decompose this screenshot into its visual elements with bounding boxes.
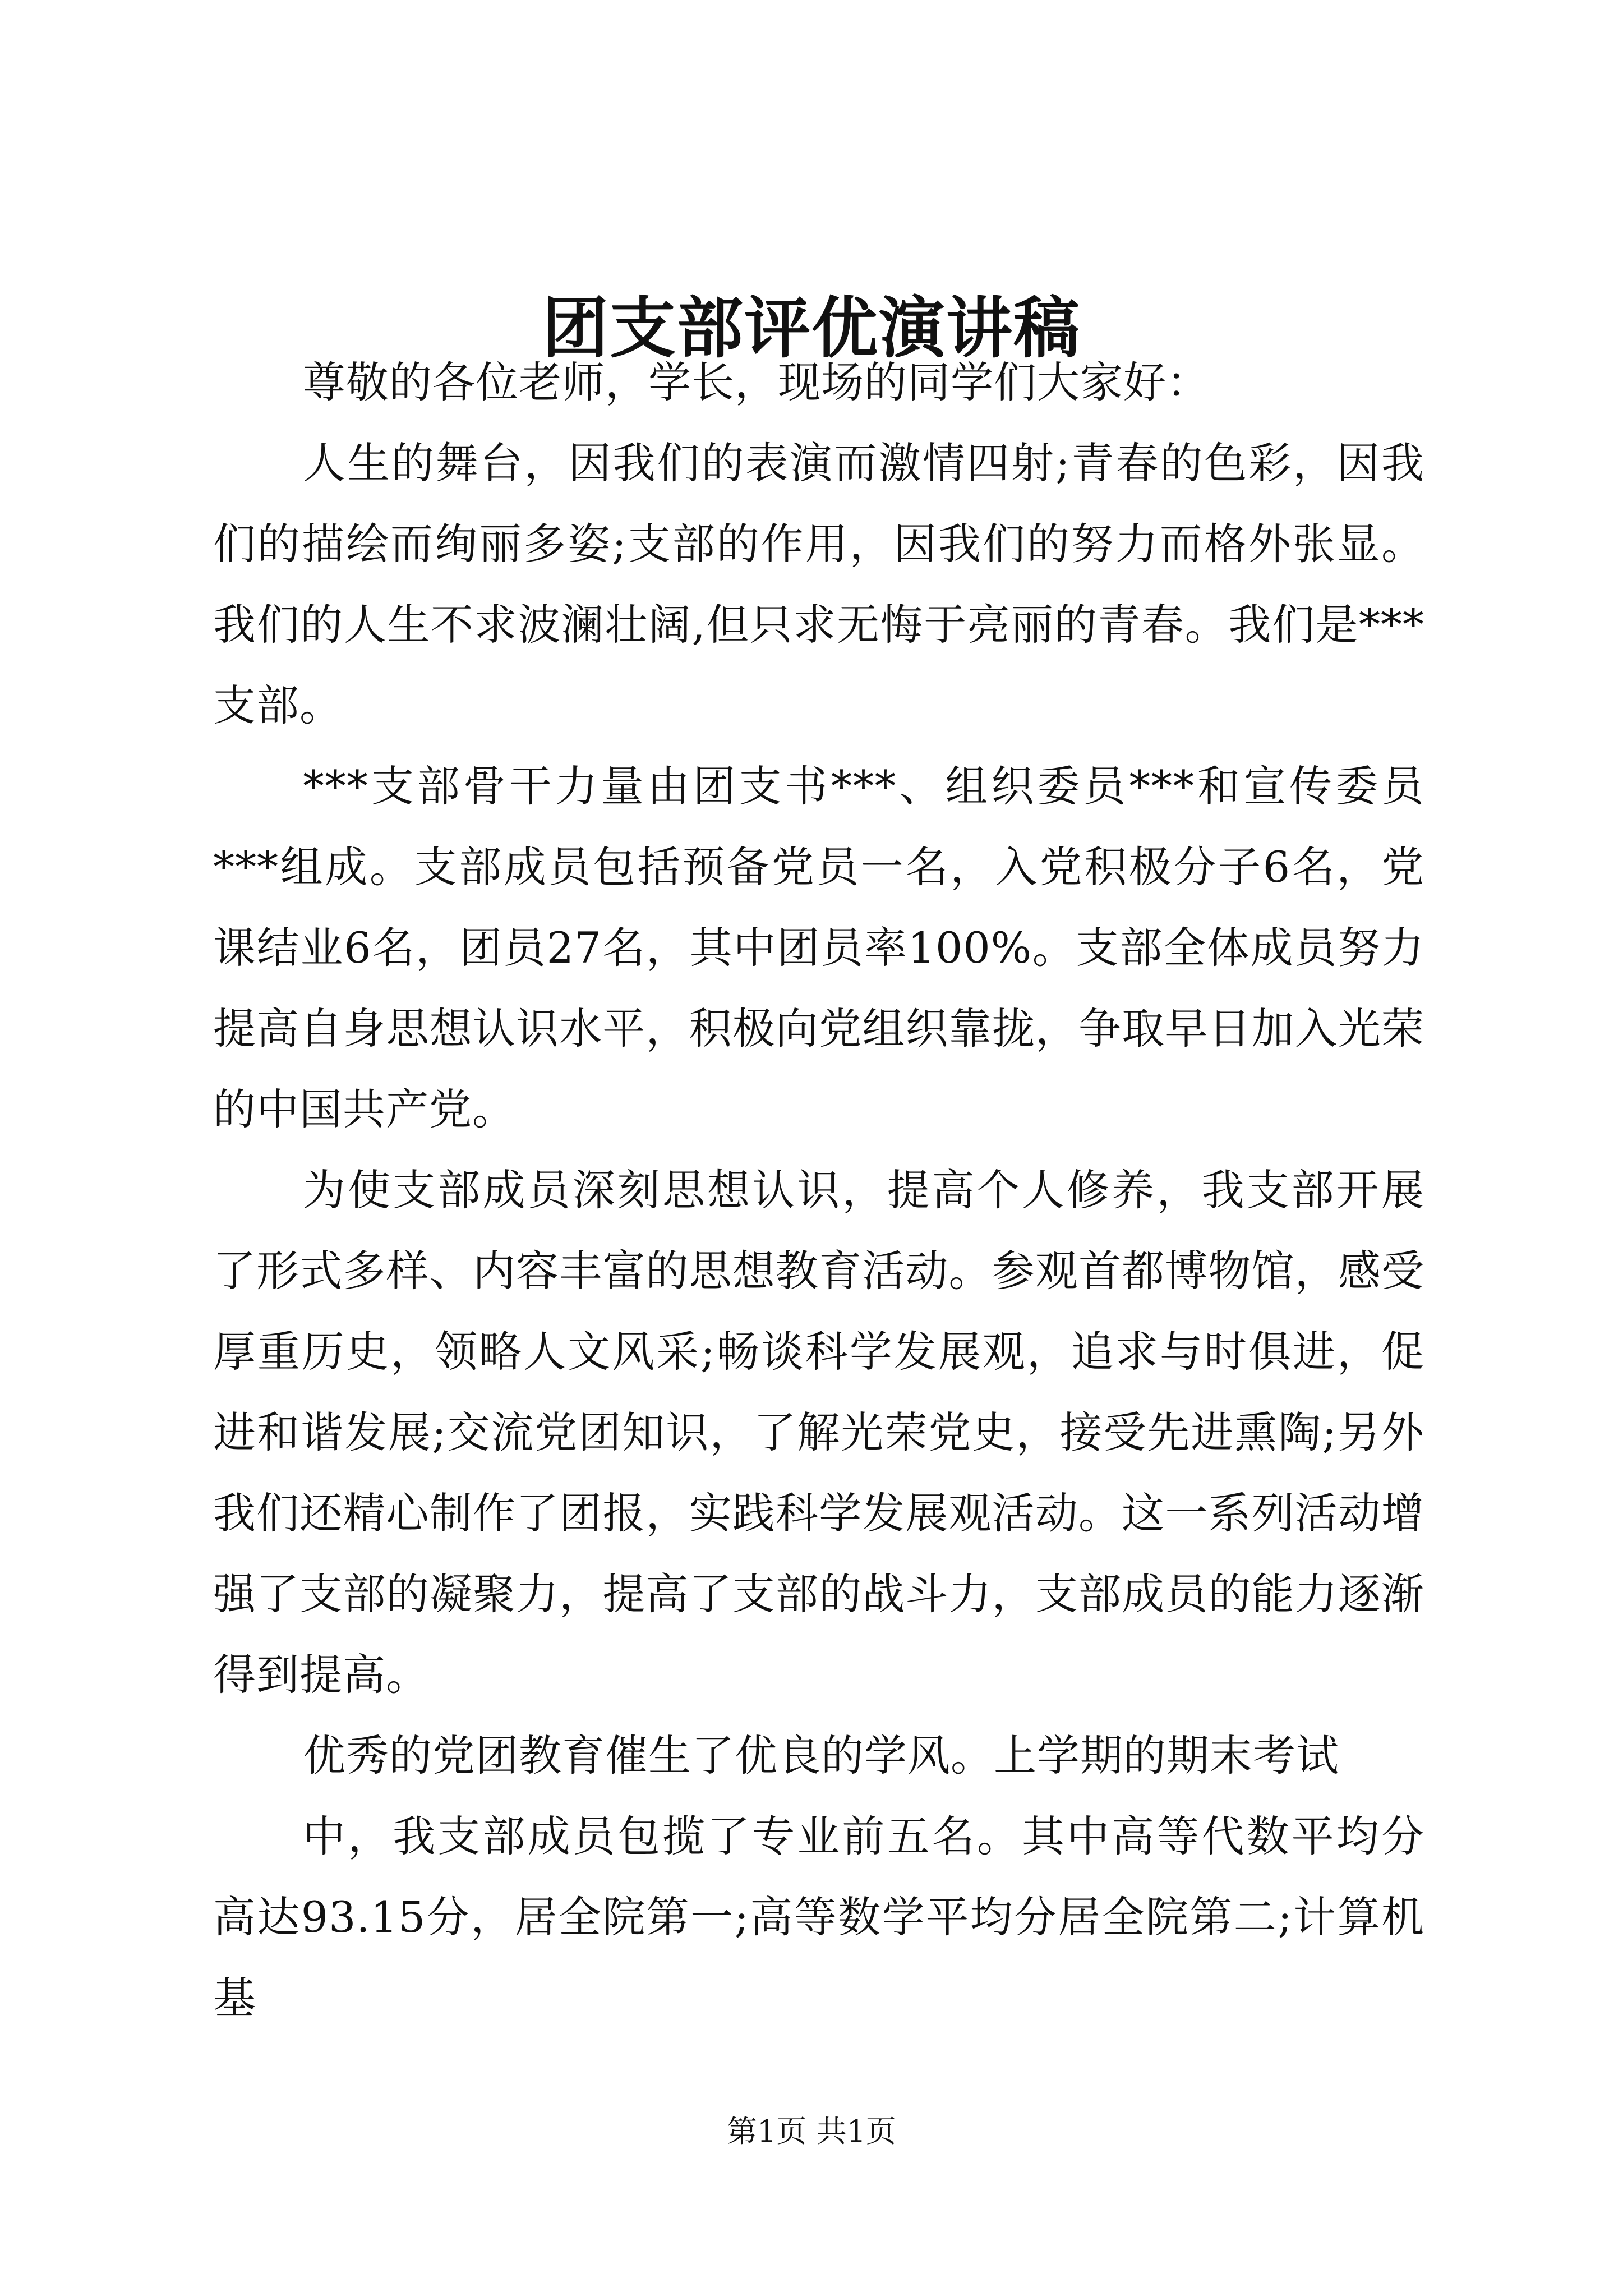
document-title: 团支部评优演讲稿	[542, 289, 1081, 367]
document-body	[213, 342, 1424, 2039]
paragraph-greeting: 尊敬的各位老师，学长，现场的同学们大家好：	[303, 357, 1210, 407]
paragraph-study-style: 优秀的党团教育催生了优良的学风。上学期的期末考试	[303, 1731, 1339, 1780]
paragraph-activities: 为使支部成员深刻思想认识，提高个人修养，我支部开展了形式多样、内容丰富的思想教育活动。参观首都博物馆，感受厚重历史，领略人文风采;畅谈科学发展观，追求与时俱进，促进和谐发展;交流党团知识，了解光荣党史，接受先进熏陶;另外我们还精心制作了团报，实践科学发展观活动。这一系列活动增强了支部的凝聚力，提高了支部的战斗力，支部成员的能力逐渐得到提高。	[213, 1165, 1424, 1700]
page-footer: 第1页 共1页	[727, 2114, 896, 2149]
paragraph-exam-results: 中，我支部成员包揽了专业前五名。其中高等代数平均分高达93.15分，居全院第一;高等数学平均分居全院第二;计算机基	[213, 1811, 1424, 2023]
paragraph-intro: 人生的舞台，因我们的表演而激情四射;青春的色彩，因我们的描绘而绚丽多姿;支部的作用，因我们的努力而格外张显。我们的人生不求波澜壮阔,但只求无悔于亮丽的青春。我们是***支部。	[213, 438, 1424, 730]
paragraph-members: ***支部骨干力量由团支书***、组织委员***和宣传委员***组成。支部成员包括预备党员一名，入党积极分子6名，党课结业6名，团员27名，其中团员率100%。支部全体成员努力提高自身思想认识水平，积极向党组织靠拢，争取早日加入光荣的中国共产党。	[213, 761, 1424, 1134]
